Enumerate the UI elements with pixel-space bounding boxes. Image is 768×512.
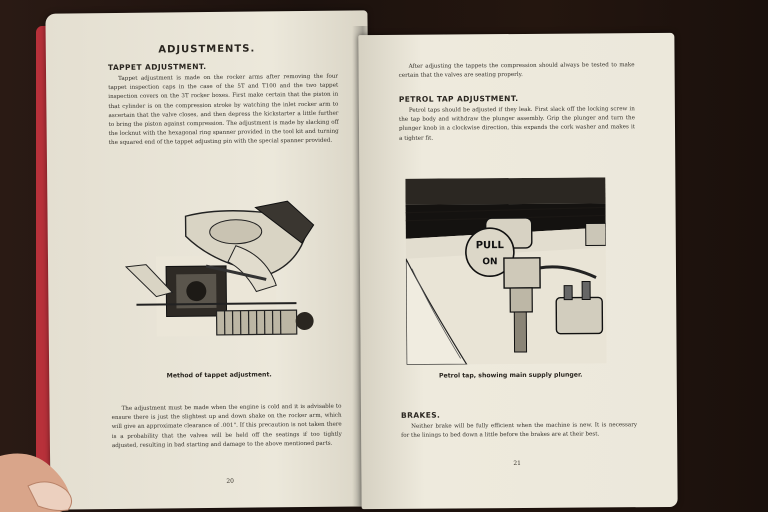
petrol-tap-paragraph: Petrol taps should be adjusted if they leak. First slack off the locking screw in the tap body and withdraw the plunger assembly. Grip the plunger and turn the plunger knob in a clockwise direction, this expands the cork washer and makes it a tighter fit. bbox=[398, 106, 636, 142]
left-page bbox=[45, 10, 372, 509]
tappet-paragraph-2: The adjustment must be made when the engine is cold and it is advisable to ensure there is just the slightest up and down shake on the rocker arm, which will give an approximate clearance of .001". If this precaution is not taken there is a probability that the valves will be held off the seatings if too tightly adjusted, resulting in bad starting and damage to the above mentioned parts. bbox=[111, 403, 342, 449]
right-page-number: 21 bbox=[513, 459, 522, 468]
tappet-paragraph-1: Tappet adjustment is made on the rocker arms after removing the four tappet inspection caps in the case of the 5T and T100 and the two tappet inspection covers on the 3T rocker boxes. First make certain that the piston in that cylinder is on the compression stroke by watching the inlet rocker arm to ascertain that the valve closes, and then depress the kickstarter a little further to bring the piston against compression. The adjustment is made by slacking off the locknut with the hexagonal ring spanner provided in the tool kit and turning the squared end of the tappet adjusting pin with the special spanner provided. bbox=[108, 73, 339, 147]
tappet-adjustment-heading: TAPPET ADJUSTMENT. bbox=[107, 62, 207, 73]
brakes-paragraph: Neither brake will be fully efficient when the machine is new. It is necessary for the linings to bed down a little before the brakes are at their best. bbox=[401, 422, 638, 440]
tappet-adjustment-illustration bbox=[115, 195, 317, 357]
compression-paragraph: After adjusting the tappets the compression should always be tested to make certain that the valves are seating properly. bbox=[398, 62, 635, 80]
petrol-tap-illustration bbox=[405, 177, 606, 364]
left-page-number: 20 bbox=[226, 477, 234, 485]
tappet-figure-caption: Method of tappet adjustment. bbox=[166, 371, 272, 380]
petrol-tap-heading: PETROL TAP ADJUSTMENT. bbox=[398, 93, 519, 104]
tap-label-on: ON bbox=[482, 257, 498, 268]
right-page bbox=[358, 33, 677, 509]
tap-label-pull: PULL bbox=[475, 240, 504, 252]
hand-thumb bbox=[0, 446, 86, 512]
page-title: ADJUSTMENTS. bbox=[158, 43, 256, 56]
open-manual-booklet bbox=[34, 4, 680, 510]
petrol-tap-figure-caption: Petrol tap, showing main supply plunger. bbox=[438, 371, 583, 380]
brakes-heading: BRAKES. bbox=[400, 410, 441, 420]
